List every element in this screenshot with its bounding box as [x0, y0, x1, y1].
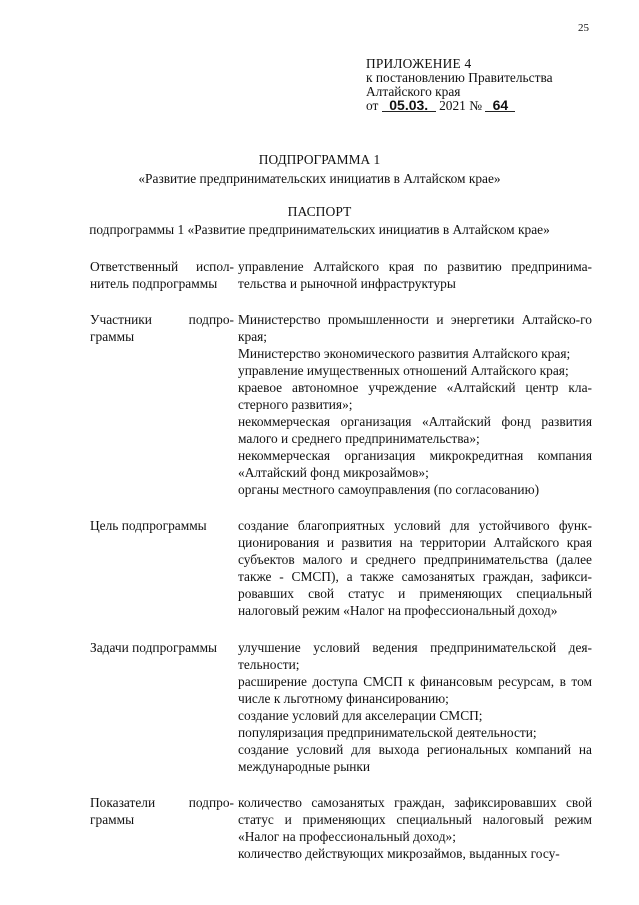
row-value [238, 794, 592, 862]
row-label-line2: нитель подпрограммы [90, 276, 218, 291]
row-label [90, 639, 238, 775]
row-paragraph: количество самозанятых граждан, зафиксировавших свой статус и применяющих специальный налоговый режим «Налог на профессиональный доход»; [238, 795, 592, 844]
row-paragraph: некоммерческая организация микрокредитная компания «Алтайский фонд микрозаймов»; [238, 448, 592, 480]
handwritten-number: 64 [485, 99, 515, 112]
table-row [90, 794, 592, 862]
table-row [90, 517, 592, 619]
appendix-line2: Алтайского края [366, 84, 461, 99]
row-value [238, 517, 592, 619]
row-label-line2: граммы [90, 329, 135, 344]
row-label-line2: граммы [90, 812, 135, 827]
subprogram-name: «Развитие предпринимательских инициатив в Алтайском крае» [138, 171, 501, 186]
subprogram-title: ПОДПРОГРАММА 1 [258, 152, 381, 167]
row-value [238, 311, 592, 498]
row-label-line1: Участники подпро- [90, 312, 234, 327]
row-paragraph: создание условий для акселерации СМСП; [238, 708, 483, 723]
appendix-block [366, 57, 553, 113]
page-number: 25 [578, 22, 589, 34]
appendix-line1: к постановлению Правительства [366, 70, 553, 85]
passport-table [90, 258, 592, 862]
row-label [90, 311, 238, 498]
handwritten-date: 05.03. [382, 99, 436, 112]
passport-subtitle: подпрограммы 1 «Развитие предпринимательских инициатив в Алтайском крае» [89, 222, 550, 237]
table-row [90, 311, 592, 498]
appendix-date-line [366, 99, 553, 113]
row-paragraph: создание условий для выхода региональных компаний на международные рынки [238, 742, 592, 774]
table-row [90, 639, 592, 775]
row-paragraph: популяризация предпринимательской деятельности; [238, 725, 537, 740]
row-paragraph: количество действующих микрозаймов, выданных госу- [238, 846, 560, 861]
row-paragraph: управление Алтайского края по развитию предпринима-тельства и рыночной инфраструктуры [238, 259, 592, 291]
row-label-line1: Ответственный испол- [90, 259, 234, 274]
row-paragraph: управление имущественных отношений Алтайского края; [238, 363, 569, 378]
row-value [238, 639, 592, 775]
row-label [90, 258, 238, 292]
row-paragraph: создание благоприятных условий для устойчивого функ-ционирования и развития на территории Алтайского края субъектов малого и среднего предпринимательства (далее также - СМСП), а также самозанятых граждан, зафикси-ровавших свой статус и применяющих специальный налоговый режим «Налог на профессиональный доход» [238, 518, 592, 618]
row-label-line1: Задачи подпрограммы [90, 640, 218, 655]
table-row [90, 258, 592, 292]
row-paragraph: некоммерческая организация «Алтайский фонд развития малого и среднего предпринимательства»; [238, 414, 592, 446]
row-paragraph: улучшение условий ведения предпринимательской дея-тельности; [238, 640, 592, 672]
row-label-line1: Показатели подпро- [90, 795, 234, 810]
row-paragraph: краевое автономное учреждение «Алтайский центр кла-стерного развития»; [238, 380, 592, 412]
row-paragraph: расширение доступа СМСП к финансовым ресурсам, в том числе к льготному финансированию; [238, 674, 592, 706]
from-prefix: от [366, 98, 379, 113]
appendix-title: ПРИЛОЖЕНИЕ 4 [366, 56, 472, 71]
year-and-number-label: 2021 № [439, 98, 482, 113]
row-paragraph: Министерство экономического развития Алтайского края; [238, 346, 571, 361]
row-label [90, 794, 238, 862]
row-paragraph: органы местного самоуправления (по согласованию) [238, 482, 540, 497]
row-paragraph: Министерство промышленности и энергетики Алтайско-го края; [238, 312, 592, 344]
passport-title: ПАСПОРТ [287, 204, 352, 219]
row-label [90, 517, 238, 619]
row-value [238, 258, 592, 292]
row-label-line1: Цель подпрограммы [90, 518, 207, 533]
